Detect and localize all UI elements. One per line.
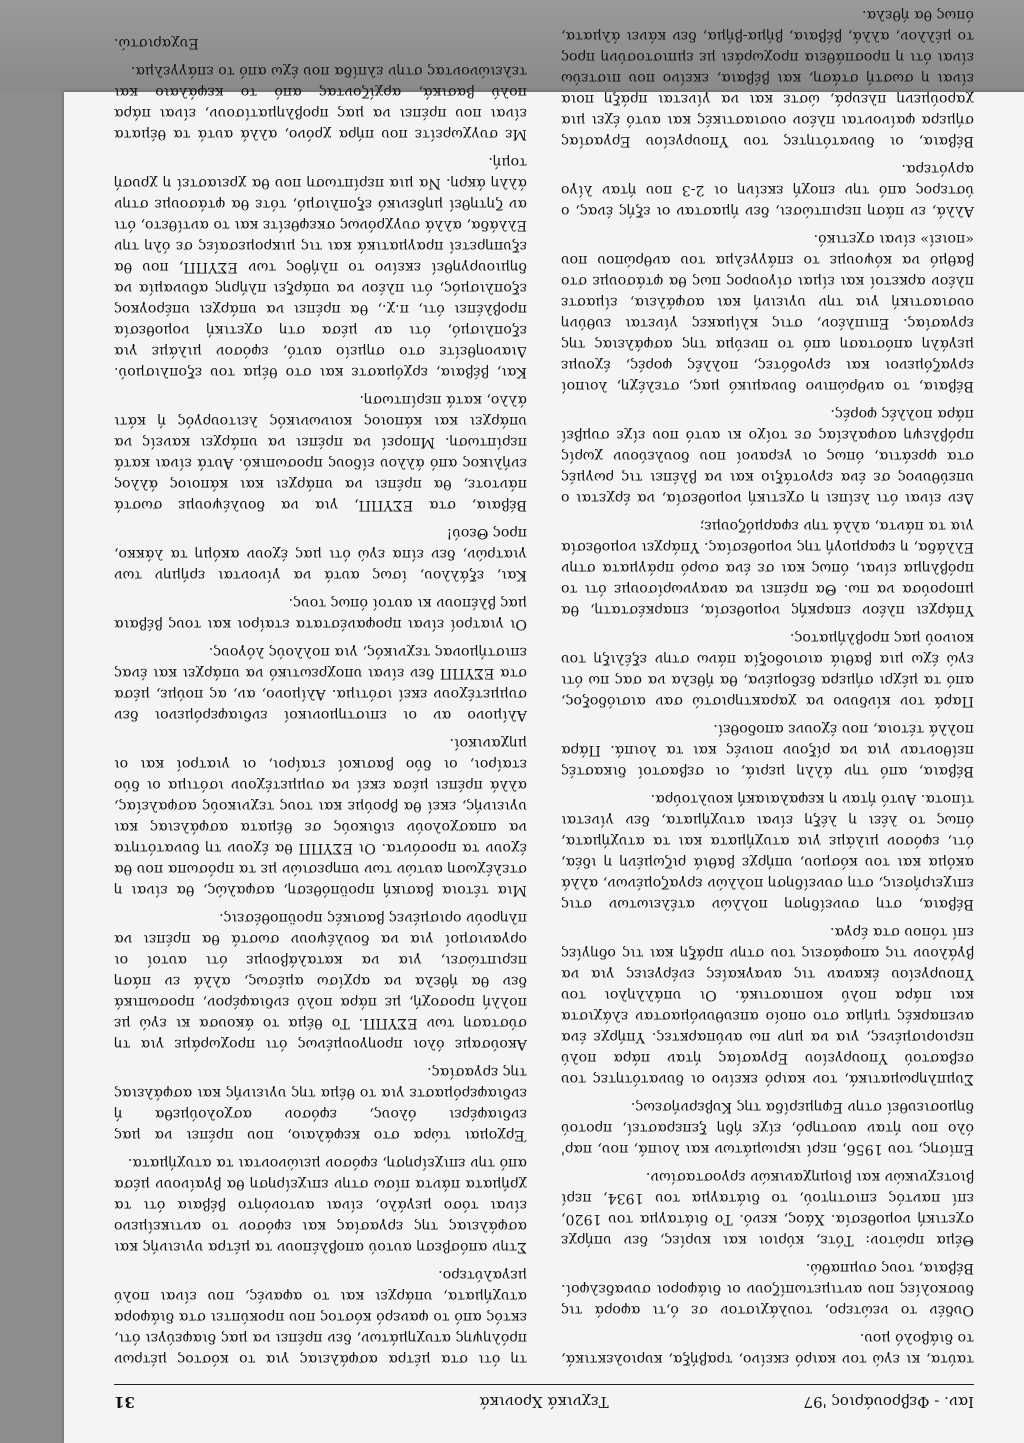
left-column (561, 7, 974, 1369)
paragraph: Οι γιατροί είναι προφανέστατα εταίροι και τους βέβαια μας βλέπουν κι αυτοί όπως τους. (114, 595, 527, 632)
paragraph: Ουδέν το νεώτερο, τουλάχιστον σε ό,τι αφορά τις δυσκολίες που αντιμετωπίζουν οι διάφοροι συναδελφοί. Βέβαια, τους συμπαθώ. (561, 1260, 974, 1318)
paragraph: Βέβαια, στα ΕΣΥΠΠ, για να δουλέψουμε σωστά πάντοτε, θα πρέπει να υπάρχει και κάποιος άλλος ενήλικος από άλλου είδους προσωπικό. Αυτά είναι κατά περίπτωση. Μπορεί να πρέπει να υπάρχει κανείς να υπάρχει και κάποιος κοινωνικός λειτουργός ή κάτι άλλο, κατά περίπτωση. (114, 392, 527, 513)
magazine-title: Τεχνικά Χρονικά (479, 1393, 609, 1411)
paragraph: Βέβαια, από την άλλη μεριά, οι σεβαστοί δικαστές πείθονταν για να ρίξουν ποινές και τα λοιπά. Πάρα πολλά τέτοια, που έχουνε αποδοθεί. (561, 721, 974, 779)
paragraph: ταύτα, κι εγώ τον καιρό εκείνο, τραβήξα, κυριολεκτικά, το διάβολό μου. (561, 1330, 974, 1367)
text-columns (114, 7, 974, 1369)
paragraph: Υπάρχει πλέον επαρκής νομοθεσία, επαρκέστατη, θα μπορούσα να πω. Θα πρέπει να αναγνωρίσουμε ότι το πρόβλημα είναι, όπως και σε ένα σωρό πράγματα στην Ελλάδα, η εφαρμογή της νομοθεσίας. Υπάρχει νομοθεσία για τα πάντα, αλλά την εφαρμόζουμε; (561, 518, 974, 618)
issue-date: Ιαν. - Φεβρουάριος '97 (803, 1393, 974, 1411)
paragraph: Συμπληρωματικά, τον καιρό εκείνο οι δυνατότητες του σεβαστού Υπουργείου Εργασίας ήταν πάρα πολύ περιορισμένες, για να μην πω ανύπαρκτες. Υπήρχε ένα ανεπαρκές τμήμα στο οποίο απευθυνόμασταν ελάχιστα και πάρα πολύ κοπιαστικά. Οι υπάλληλοι του Υπουργείου έκαναν τις αναγκαίες ενέργειες για να βγάλουν τις αποφάσεις του στην πράξη και τις οδηγίες επί τόπου στα έργα. (561, 924, 974, 1087)
document-page (64, 7, 1024, 1443)
paragraph: Αλλά, εν πάση περιπτώσει, δεν ήμασταν οι εξής ένας, ο ύστερος από την εποχή εκείνη οι 2-3 που ήταν λίγο αργότερα. (561, 161, 974, 219)
paragraph: Βέβαια, οι δυνατότητες του Υπουργείου Εργασίας σήμερα φαίνονται πλέον ουσιαστικές και αυτό έχει μια χαρούμενη πλευρά, ώστε και να γίνεται πράξη ποια είναι η σωστή στάση, και βέβαια, εκείνο που πιστεύω είναι ότι η προσπάθεια προχωράει με εμπιστοσύνη προς το μέλλον, αλλά, βέβαια, βήμα-βήμα, δεν κάνει άλματα, όπως θα ήθελα. (561, 7, 974, 149)
paragraph: Και, εξάλλου, ίσως αυτά να γίνονται ερήμην των γιατρών, δεν είπα εγώ ότι μας έχουν ακόμη τα λάκκο, προς Θεού! (114, 525, 527, 583)
paragraph: Βέβαια, στη συνείδηση πολλών ατέλειωτων στις επιχειρήσεις, στη συνείδηση πολλών εργαζομένων, αλλά ακόμα και του κόσμου, υπήρχε βαθιά ριζωμένη η ιδέα, ότι, εφόσον μιλάμε για ατυχήματα και τα ατυχήματα, όπως το λέει η λέξη είναι ατυχήματα, δεν γίνεται τίποτα. Αυτό ήταν η κεφαλαιακή κουλτούρα. (561, 791, 974, 912)
paragraph: τη ότι στα μέτρα ασφάλειας για το κόστος μέτρων πρόληψης ατυχημάτων, δεν πρέπει να μας διαφεύγει ότι, εκτός από το φανερό κόστος που προκύπτει στα διάφορα ατυχήματα, υπάρχει και το αφανές, που είναι πολύ μεγαλύτερο. (114, 1267, 527, 1367)
page-number: 31 (114, 1393, 135, 1411)
paragraph: Έρχομαι τώρα στο κεφάλαιο, που πρέπει να μας ενδιαφέρει όλους, εφόσον ασχολούμεθα ή ενδιαφερόμαστε για το θέμα της υγιεινής και ασφάλειας της εργασίας. (114, 1064, 527, 1143)
paragraph: Με συγχωρείτε που πήρα χρόνο, αλλά αυτά τα θέματα είναι που πρέπει να μας προβληματίσουν, είναι πάρα πολύ βασικά, αρχίζοντας από το κεφάλαιο και τελειώνοντας στην ελπίδα που έχω από το επάγγελμα. (114, 63, 527, 142)
paragraph: Επίσης, του 1956, περί ικριωμάτων και λοιπά, που, παρ' όλο που ήταν αυστηρό, είχε ήδη ξεπεραστεί, προτού δημοσιευθεί στην Εφημερίδα της Κυβερνήσεως. (561, 1099, 974, 1157)
right-column (114, 35, 527, 1369)
paragraph: Στην απόσβεση αυτού αποβλέπουν τα μέτρα υγιεινής και ασφάλειας της εργασίας και εφόσον το αντικείμενο είναι τόσο μεγάλο, είναι αυτονόητο βέβαια ότι τα χρήματα πάντα πίσω στην επιχείρηση θα βγαίνουν μέσα από την επιχείρηση, εφόσον μειώνονται τα ατυχήματα. (114, 1155, 527, 1255)
paragraph: Μια τέτοια βασική προϋπόθεση, ασφαλώς, θα είναι η στελέχωση αυτών των υπηρεσιών με τα πρόσωπα που θα έχουν τα προσόντα. Οι ΕΣΥΠΠ θα έχουν τη δυνατότητα να απασχολούν ειδικούς σε θέματα ασφάλειας και υγιεινής, εκεί θα βρούμε και τους τεχνικούς ασφαλείας, αλλά πρέπει μέσα εκεί να συμμετέχουν ισότιμα οι δύο εταίροι, οι δύο βασικοί εταίροι, οι γιατροί και οι μηχανικοί. (114, 735, 527, 898)
signoff: Ευχαριστώ. (114, 35, 199, 51)
paragraph: Ακούσαμε όλοι προηγουμένως ότι προχωράμε για τη σύσταση των ΕΣΥΠΠ. Το θέμα το άκουσα κι εγώ με πολλή προσοχή, με πάρα πολύ ενδιαφέρον, προσωπικά δεν θα ήθελα να αρχίσω αμέσως, αλλά εν πάση περιπτώσει, για να καταλάβουμε ότι αυτοί οι οργανισμοί για να δουλέψουν σωστά θα πρέπει να πληρούν ορισμένες βασικές προϋποθέσεις. (114, 910, 527, 1052)
scanner-left-margin (0, 92, 64, 1443)
paragraph: Θέμα πρώτον: Τότε, κύριοι και κυρίες, δεν υπήρχε σχετική νομοθεσία. Χάος, κενό. Το διάταγμα του 1920, επί παντός επιστητού, το διάταγμα του 1934, περί βιοτεχνικών και βιομηχανικών εργοστασίων. (561, 1169, 974, 1248)
page-header (114, 1384, 974, 1415)
paragraph: Δεν είναι ότι λείπει η σχετική νομοθεσία, να έρχεται ο υπεύθυνος σε ένα εργοτάξιο και να βλέπει τις ρωγμές στα φρεάτια, όπως οι γερανοί που δουλεύουν χωρίς πρόβλεψη ασφαλείας σε τοίχο κι αυτό που είχε συμβεί πάρα πολλές φορές. (561, 406, 974, 506)
paragraph: Αλίμονο αν οι επιστημονικοί ενδιαφερόμενοι δεν συμμετέχουν εκεί ισότιμα. Αλίμονο, αν, ας πούμε, μέσα στα ΕΣΥΠΠ δεν είναι υποχρεωτικό να υπάρχει και ένας επιστήμονας τεχνικός, για πολλούς λόγους. (114, 644, 527, 723)
paragraph: Και, βέβαια, ερχόμαστε και στο θέμα του εξοπλισμού. Διανοηθείτε στο σημείο αυτό, εφόσον μιλάμε για εξοπλισμό, ότι αν μέσα στη σχετική νομοθεσία προβλέπει ότι, π.χ., θα πρέπει να υπάρχει υπέρογκος εξοπλισμός, ότι πλέον να υπάρξει πλήρης αδυναμία να δημιουργηθεί εκείνο το πλήθος των ΕΣΥΠΠ, που θα εξυπηρετεί πραγματικά και τις μικρομεσαίες σε όλη την Ελλάδα, αλλά συγχρόνως σκεφθείτε και το αντίθετο, ότι αν ζητηθεί μηδενικό εξοπλισμό, τότε θα φτάσουμε στην άλλη άκρη. Να μια περίπτωση που θα χρειαστεί η χρυσή τομή. (114, 154, 527, 380)
paragraph: Βέβαια, το ανθρώπινο δυναμικό μας, στελέχη, λοιποί εργαζόμενοι και εργοδότες, πολλές φορές, έχουμε μεγάλη απόσταση από το πνεύμα της ασφάλειας της εργασίας. Επιπλέον, στις κλίμακες γίνεται ευθύνη ουσιαστική για την υγιεινή και ασφάλεια, είμαστε πλέον αρκετοί και είμαι σίγουρος πως θα φτάσουμε στο βαθμό να κόψουμε το επάγγελμα του ανθρώπου που «ποιεί» είναι σχετικό. (561, 231, 974, 394)
paragraph: Παρά τον κίνδυνο να χαρακτηριστώ σαν αισιόδοξος, από τα μέχρι σήμερα δεδομένα, θα ήθελα να σας πω ότι εγώ έχω μια βαθιά αισιοδοξία πάνω στην εξέλιξη του κοινού μας προβλήματος. (561, 630, 974, 709)
